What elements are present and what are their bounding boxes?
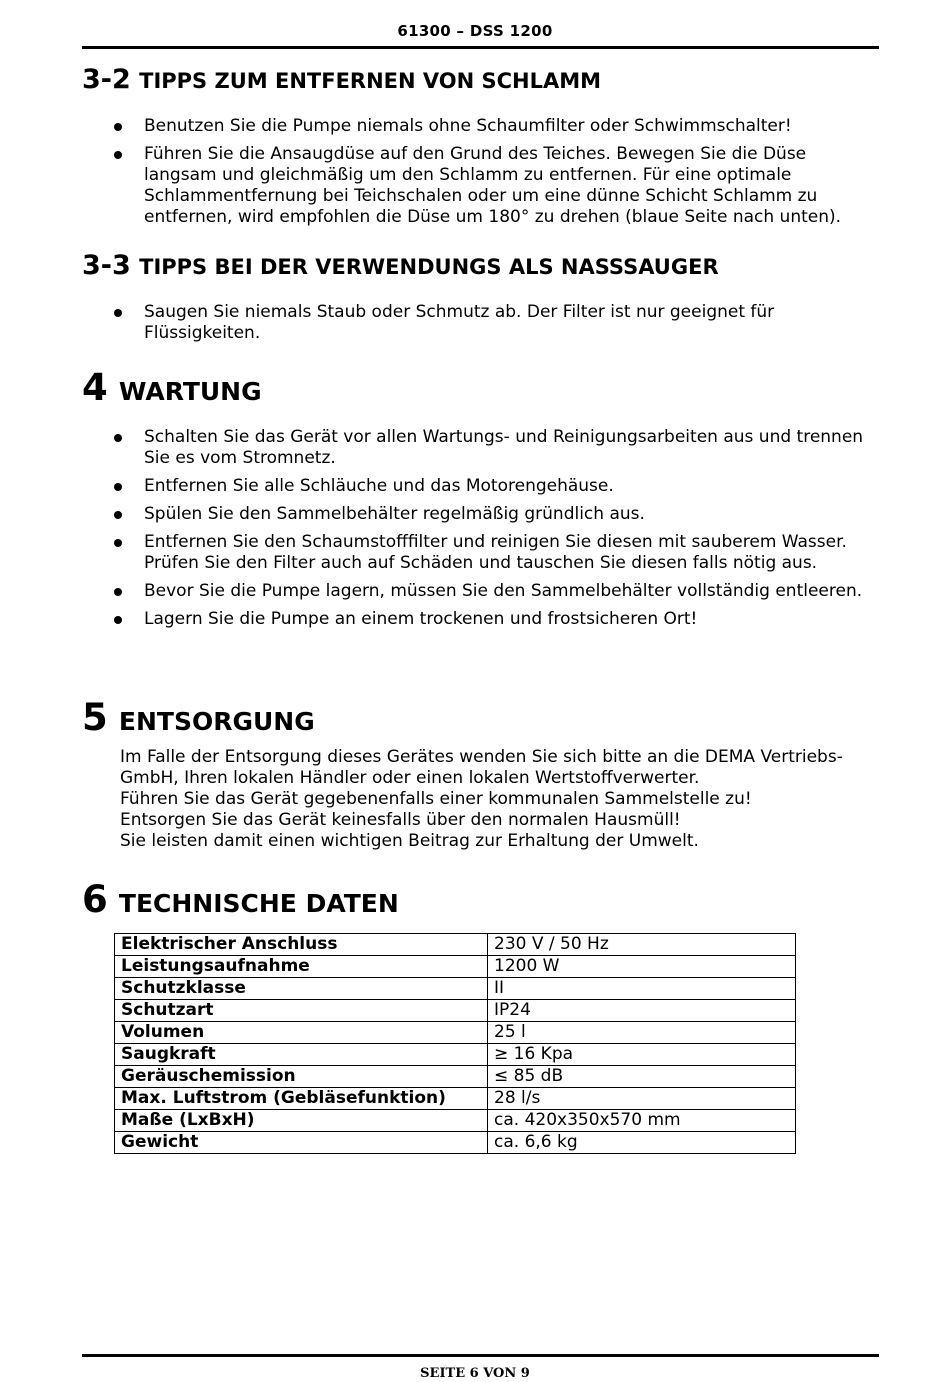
table-row: Volumen 25 l [115,1022,796,1044]
bullet-list [82,116,882,228]
list-item: Benutzen Sie die Pumpe niemals ohne Schaumfilter oder Schwimmschalter! [82,116,874,137]
section-5 [82,696,882,852]
list-item: Schalten Sie das Gerät vor allen Wartungs- und Reinigungsarbeiten aus und trennen Sie es vom Stromnetz. [82,427,874,469]
list-item: Entfernen Sie den Schaumstofffilter und reinigen Sie diesen mit sauberem Wasser. Prüfen Sie den Filter auch auf Schäden und tauschen Sie diesen falls nötig aus. [82,532,874,574]
section-6 [82,878,882,921]
section-number: 3-2 [82,64,131,95]
list-item: Führen Sie die Ansaugdüse auf den Grund des Teiches. Bewegen Sie die Düse langsam und gleichmäßig um den Schlamm zu entfernen. Für eine optimale Schlammentfernung bei Teichschalen oder um eine dünne Schicht Schlamm zu entfernen, wird empfohlen die Düse um 180° zu drehen (blaue Seite nach unten). [82,144,874,228]
bullet-icon [114,539,122,547]
chapter-title: WARTUNG [118,377,262,406]
table-row: Schutzklasse II [115,978,796,1000]
bullet-icon [114,434,122,442]
chapter-heading [82,878,882,921]
bullet-icon [114,309,122,317]
section-title: TIPPS ZUM ENTFERNEN VON SCHLAMM [139,69,602,93]
table-row: Schutzart IP24 [115,1000,796,1022]
section-heading [82,64,882,95]
chapter-number: 5 [82,696,108,739]
list-item: Saugen Sie niemals Staub oder Schmutz ab. Der Filter ist nur geeignet für Flüssigkeiten. [82,302,874,344]
section-title: TIPPS BEI DER VERWENDUNGS ALS NASSSAUGER [139,255,719,279]
bullet-icon [114,616,122,624]
table-row: Geräuschemission ≤ 85 dB [115,1066,796,1088]
table-row: Gewicht ca. 6,6 kg [115,1132,796,1154]
chapter-title: TECHNISCHE DATEN [118,889,399,918]
chapter-number: 4 [82,366,108,409]
section-number: 3-3 [82,250,131,281]
header-rule [82,46,879,49]
chapter-title: ENTSORGUNG [118,707,315,736]
section-4 [82,366,882,637]
bullet-icon [114,588,122,596]
bullet-icon [114,151,122,159]
technical-data-table [114,933,796,1154]
page-number: SEITE 6 VON 9 [420,1366,530,1381]
chapter-heading [82,696,882,739]
bullet-list [82,427,882,630]
section-3-3 [82,250,882,351]
list-item: Bevor Sie die Pumpe lagern, müssen Sie den Sammelbehälter vollständig entleeren. [82,581,874,602]
chapter-number: 6 [82,878,108,921]
chapter-heading [82,366,882,409]
document-header: 61300 – DSS 1200 [397,22,553,40]
table-row: Saugkraft ≥ 16 Kpa [115,1044,796,1066]
bullet-icon [114,511,122,519]
footer-rule [82,1354,879,1357]
section-heading [82,250,882,281]
section-3-2 [82,64,882,235]
table-row: Max. Luftstrom (Gebläsefunktion) 28 l/s [115,1088,796,1110]
bullet-list [82,302,882,344]
table-row: Elektrischer Anschluss 230 V / 50 Hz [115,934,796,956]
bullet-icon [114,483,122,491]
disposal-paragraph: Im Falle der Entsorgung dieses Gerätes wenden Sie sich bitte an die DEMA Vertriebs-GmbH, Ihren lokalen Händler oder einen lokalen Wertstoffverwerter. Führen Sie das Gerät gegebenenfalls einer kommunalen Sammelstelle zu! Entsorgen Sie das Gerät keinesfalls über den normalen Hausmüll! Sie leisten damit einen wichtigen Beitrag zur Erhaltung der Umwelt. [120,747,843,851]
list-item: Lagern Sie die Pumpe an einem trockenen und frostsicheren Ort! [82,609,874,630]
bullet-icon [114,123,122,131]
list-item: Spülen Sie den Sammelbehälter regelmäßig gründlich aus. [82,504,874,525]
list-item: Entfernen Sie alle Schläuche und das Motorengehäuse. [82,476,874,497]
table-row: Maße (LxBxH) ca. 420x350x570 mm [115,1110,796,1132]
table-row: Leistungsaufnahme 1200 W [115,956,796,978]
